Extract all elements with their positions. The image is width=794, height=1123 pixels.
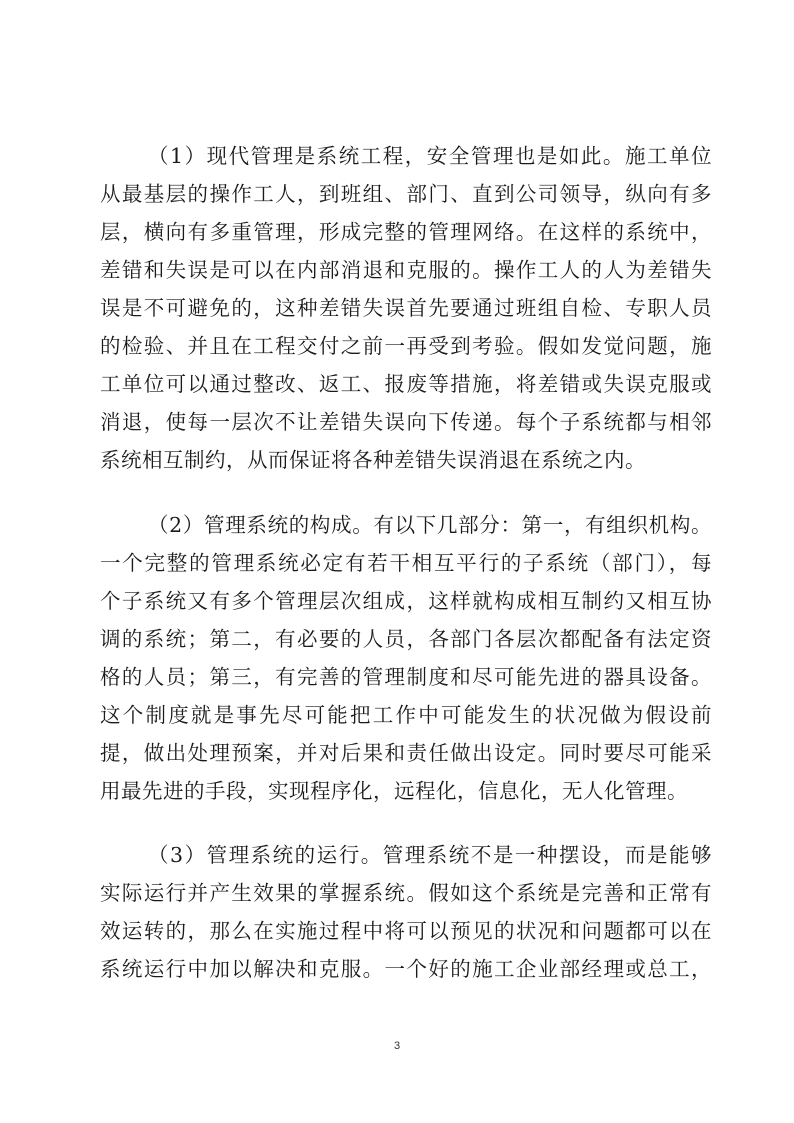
paragraph-line: 差错和失误是可以在内部消退和克服的。操作工人的人为差错失 [100, 258, 712, 282]
paragraph-line: 工单位可以通过整改、返工、报废等措施，将差错或失误克服或 [100, 372, 712, 396]
paragraph-line: 个子系统又有多个管理层次组成，这样就构成相互制约又相互协 [100, 589, 712, 613]
paragraph-line: 提，做出处理预案，并对后果和责任做出设定。同时要尽可能采 [100, 741, 712, 765]
paragraph-3 [100, 836, 712, 988]
paragraph-line: 系统运行中加以解决和克服。一个好的施工企业部经理或总工， [100, 957, 712, 981]
paragraph-line: 一个完整的管理系统必定有若干相互平行的子系统（部门），每 [100, 551, 712, 575]
paragraph-line: 格的人员；第三，有完善的管理制度和尽可能先进的器具设备。 [100, 665, 712, 689]
paragraph-line: 的检验、并且在工程交付之前一再受到考验。假如发觉问题，施 [100, 334, 712, 358]
paragraph-line: 这个制度就是事先尽可能把工作中可能发生的状况做为假设前 [100, 703, 712, 727]
paragraph-1 [100, 137, 712, 479]
paragraph-line: 系统相互制约，从而保证将各种差错失误消退在系统之内。 [100, 448, 646, 472]
paragraph-line: 误是不可避免的，这种差错失误首先要通过班组自检、专职人员 [100, 296, 712, 320]
paragraph-line: 调的系统；第二，有必要的人员，各部门各层次都配备有法定资 [100, 627, 712, 651]
paragraph-line: （3）管理系统的运行。管理系统不是一种摆设，而是能够 [148, 843, 712, 867]
paragraph-line: 层，横向有多重管理，形成完整的管理网络。在这样的系统中， [100, 220, 712, 244]
page-number: 3 [393, 1040, 401, 1052]
paragraph-2 [100, 506, 712, 810]
paragraph-line: 用最先进的手段，实现程序化，远程化，信息化，无人化管理。 [100, 779, 688, 803]
paragraph-line: 实际运行并产生效果的掌握系统。假如这个系统是完善和正常有 [100, 881, 712, 905]
paragraph-line: （1）现代管理是系统工程，安全管理也是如此。施工单位 [148, 144, 712, 168]
paragraph-line: （2）管理系统的构成。有以下几部分：第一，有组织机构。 [148, 513, 712, 537]
paragraph-line: 效运转的，那么在实施过程中将可以预见的状况和问题都可以在 [100, 919, 712, 943]
paragraph-line: 从最基层的操作工人，到班组、部门、直到公司领导，纵向有多 [100, 182, 712, 206]
paragraph-line: 消退，使每一层次不让差错失误向下传递。每个子系统都与相邻 [100, 410, 712, 434]
